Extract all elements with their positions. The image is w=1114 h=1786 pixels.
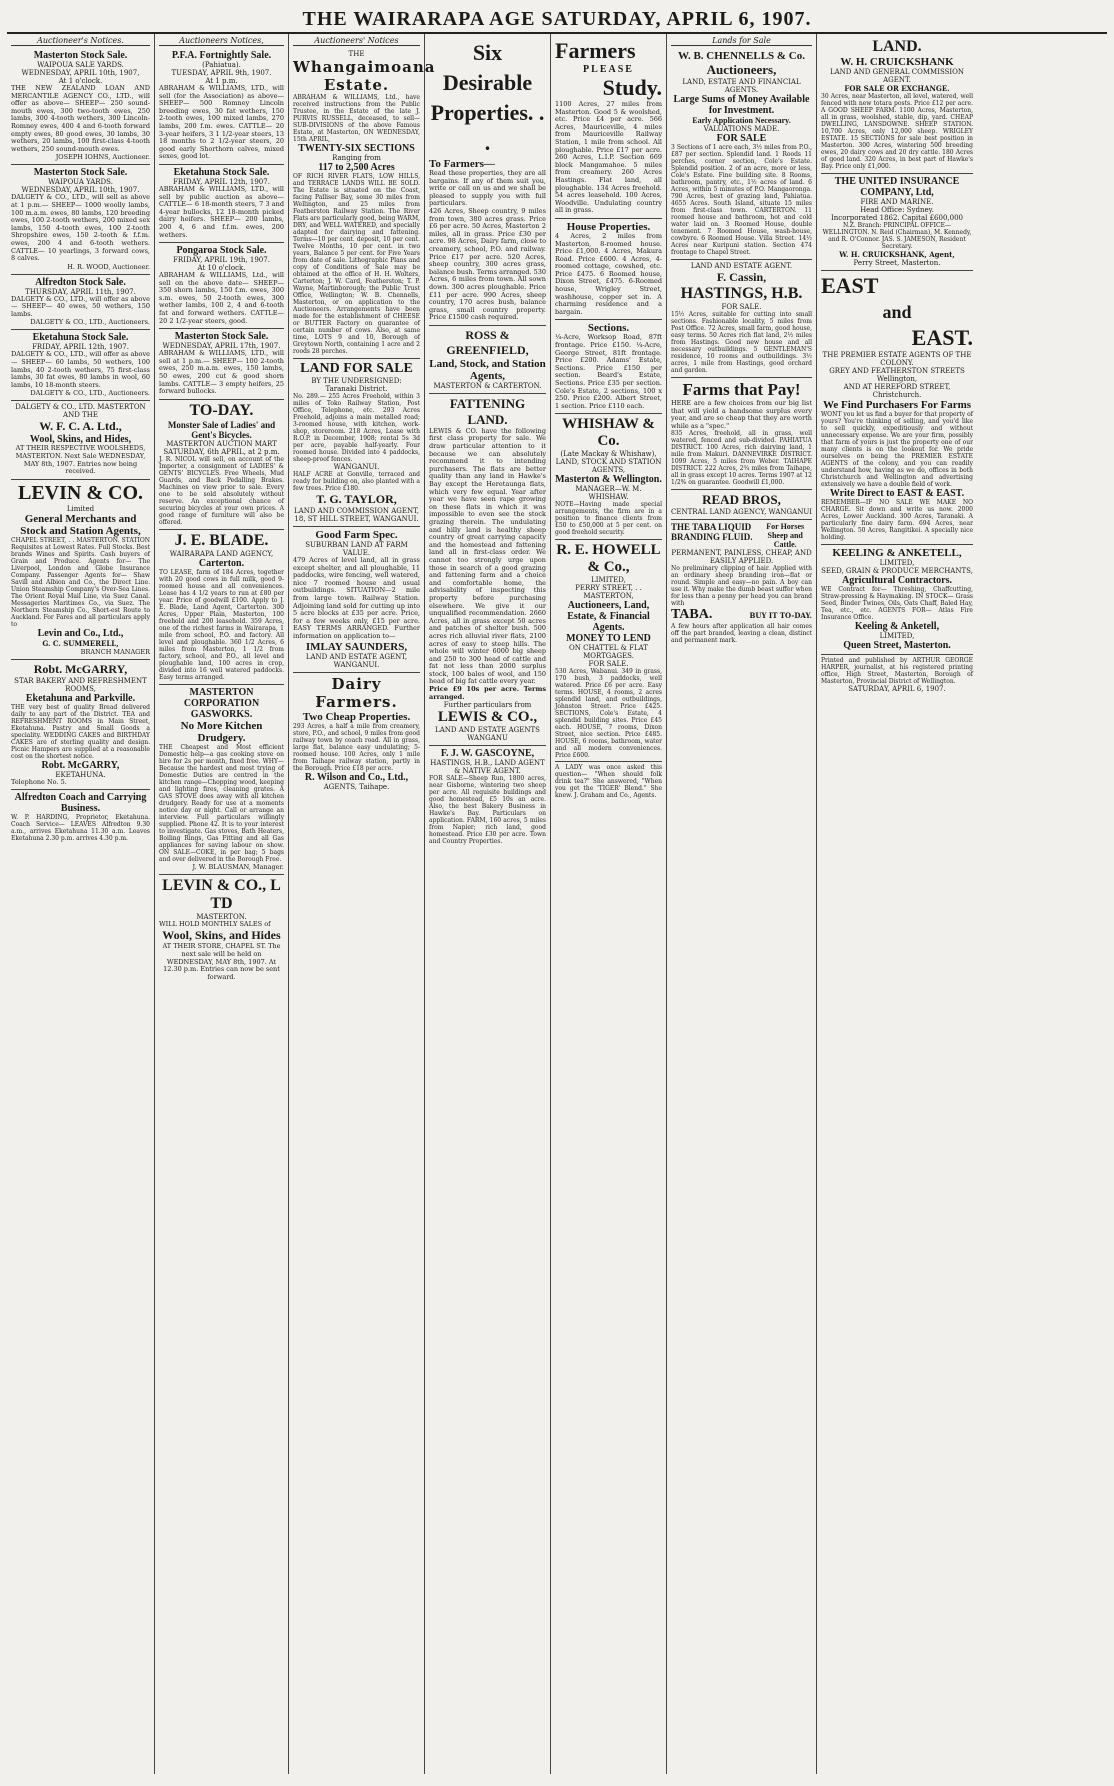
ad-body: ABRAHAM & WILLIAMS, Ltd., have received instructions from the Public Trustee, in the Estate of the late J. PURVIS RUSSELL, deceased, to sell— SUB-DIVISIONS of the above Famous Estate, at Masterton, ON WEDNESDAY, 15th APRIL,: [293, 94, 420, 143]
ad-house-properties: [555, 219, 662, 321]
ad-body: DALGETY & CO., LTD., will offer as above— SHEEP— 60 lambs, 50 wethers, 100 lambs, 40 2-tooth wethers, 75 first-class lambs, 30 fat ewes, 80 lambs in wool, 60 lambs, 10 18-month steers.: [11, 350, 150, 389]
ad-intro: Read these properties, they are all bargains. If any of them suit you, write or call on us and we shall be pleased to supply you with full particulars.: [429, 169, 546, 208]
ad-masterton-stock-sale-2: [11, 165, 150, 274]
ad-subtitle-3: AND AT HEREFORD STREET, Christchurch.: [843, 383, 951, 399]
ad-eketahuna-stock-sale: [11, 330, 150, 401]
ad-eketahuna-stock-sale-2: [159, 165, 284, 243]
column-1-heading: Auctioneer's Notices.: [11, 36, 150, 46]
ad-body: THE Cheapest and Most efficient Domestic help—a gas cooking stove on hire for 2s per month, fixed free. WHY—Because the hardest and most trying of Domestic Duties are centred in the kitchen range—Chopping wood, keeping and lighting fires, cleaning grates. A GAS STOVE does away with all kitchen drudgery. Ready for use at a moments notice day or night. Call or arrange an interview. Full particulars willingly supplied. Phone 42. It is to your interest to investigate. Gas stoves, Bath Heaters, Boiling Rings, Gas Fitting and all Gas appliances for saving labour on show. ON SALE—COKE, in per bag; 5 bags and over delivered in the Borough Free.: [159, 743, 284, 863]
column-2-heading: Auctioneers Notices,: [159, 36, 284, 46]
ad-time: At 1 o'clock.: [58, 77, 103, 85]
ad-title: Farms that Pay!: [682, 380, 801, 399]
ad-signature: IMLAY SAUNDERS,: [305, 640, 408, 653]
ad-east-and-east: [821, 271, 973, 545]
ad-body: No preliminary clipping of hair. Applied with an ordinary sheep branding iron—flat or round. Simple and easy—no pain. A boy can use it. Why make the dumb beast suffer when for less than a penny per head you can brand with: [671, 565, 812, 608]
ad-title: Masterton Stock Sale.: [174, 331, 269, 343]
ad-date: MASTERTON AUCTION MART SATURDAY, 6th APRIL, at 2 p.m.: [163, 439, 280, 456]
ad-gasworks: [159, 685, 284, 875]
ad-subtitle-2: SEED, GRAIN & PRODUCE MERCHANTS,: [821, 567, 973, 575]
ad-date: WEDNESDAY, APRIL 10th, 1907.: [21, 186, 140, 195]
ad-town: MASTERTON & CARTERTON.: [433, 381, 542, 390]
ad-title-east: EAST: [821, 273, 879, 298]
ad-alfredton-stock-sale: [11, 275, 150, 331]
ad-taba-branding: [671, 520, 812, 647]
ad-subtitle: (Pahiatua).: [202, 61, 241, 69]
ad-pretext: THE: [348, 50, 365, 58]
ad-town: MASTERTON.: [196, 912, 247, 921]
ad-body-2: HALF ACRE at Gonville, terraced and ready for building on, also planted with a few trees. Price £180.: [293, 471, 420, 492]
ad-body: ¼-Acre, Worksop Road, 87ft frontage. Price £150. ¼-Acre, George Street, 81ft frontage. Price £200. Adams' Estate, Sections. Price £150 per section. Beard's Estate, Sections. Price £35 per section. Cole's Estate, 2 sections, 100 x 250. Price £200. Albert Street, 1 section. Price £110 each.: [555, 333, 662, 410]
ad-subtitle: WAIPOUA SALE YARDS.: [37, 61, 124, 69]
masthead: [7, 6, 1107, 34]
ad-subtitle: Limited: [66, 504, 95, 513]
ad-body-2: REMEMBER—IF NO SALE WE MAKE NO CHARGE. Sit down and write us now. 2000 Acres, Lower Auckland. 300 Acres, Taranaki. A particularly fine dairy farm. 694 Acres, near Wellington. 50 Acres, Rangitikei. A specially nice holding.: [821, 499, 973, 541]
ad-signature-2: LIMITED,: [879, 632, 915, 640]
ad-title: LEVIN & CO.: [17, 481, 143, 504]
ad-heading-2: Early Application Necessary.: [692, 116, 791, 125]
ad-tagline: PERMANENT, PAINLESS, CHEAP, AND EASILY APPLIED.: [671, 549, 812, 566]
ad-subtitle: LAND AND GENERAL COMMISSION AGENT.: [829, 68, 965, 84]
ad-title: Robt. McGARRY,: [33, 661, 128, 676]
ad-signature: DALGETY & CO., LTD., Auctioneers.: [30, 389, 150, 398]
ad-subtitle: WAIRARAPA LAND AGENCY,: [169, 549, 274, 558]
ad-title: Masterton Stock Sale.: [33, 167, 128, 179]
ad-header-row: [671, 522, 812, 549]
ad-body: 3 Sections of 1 acre each, 3½ miles from P.O., £87 per section. Splendid land. 1 Roods 11 perches, corner section, Cole's Estate. Splendid position. 2 of an acre, more or less, Cole's Estate. Fine building site. 8 Rooms, bathroom, pantry, etc., 1½ acres of land. 6 Acres, within 5 minutes of P.O. Mangaoronga. 790 Acres, best of grazing land, Pahiatua. 4655 Acres. South Island, situate 15 miles from first-class town. CARTERTON. 11 roomed house and bathroom, hot and cold water laid on. 3 Roomed House, double tenement. 7 Roomed House, wash-house, cowbyre. 6 Roomed House. Villa Street. 14½ Acres near Kuripuni station. Section 474 frontage to Chapel Street.: [671, 144, 812, 256]
ad-title-and: and: [882, 302, 912, 322]
ad-signature-address: LAND AND ESTATE AGENT, WANGANUI.: [305, 652, 408, 669]
ad-pretext: LAND AND ESTATE AGENT.: [690, 262, 793, 270]
ad-buy: BUY IT TO-DAY.: [749, 610, 812, 620]
ad-date: WEDNESDAY, APRIL 17th, 1907.: [162, 342, 281, 351]
ad-title: HASTINGS, H.B.: [680, 285, 803, 302]
ad-masterton-stock-sale-3: [159, 329, 284, 400]
ad-body: 1100 Acres, 27 miles from Masterton. Good 5 & woolshed, etc. Price £4 per acre. 566 Acres, Mauriceville, 4 miles from Mauriceville Railway Station, 1 mile from school. All ploughable. Price £17 per acre. 260 Acres, L.I.P. Section 669 block Mangamahoe. 5 miles from creamery. 260 Acres Hastings. Flat land, all ploughable. 134 Acres freehold. 54 acres leasehold. 100 Acres, Woodville. Undulating country all in grass.: [555, 100, 662, 215]
ad-date: FRIDAY, APRIL 19th, 1907.: [173, 256, 270, 265]
ad-levin-co: [11, 480, 150, 660]
ad-head-office: Head Office: Sydney.: [860, 206, 934, 214]
ad-body: 426 Acres, Sheep country, 9 miles from town, 380 acres grass. Price £6 per acre. 50 Acres, Masterton 2 miles, all in grass. Price £30 per acre. 98 Acres, Dairy farm, close to creamery, school, P.O. and railway. Price £17 per acre. 520 Acres, sheep country, 300 acres grass, balance bush. Terms arranged. 530 Acres, 6 miles from town. All sown down. 300 acres ploughable. Price £11 per acre. 990 Acres, sheep country, 170 acres bush, balance grass, small country property. Price £1500 cash required.: [429, 206, 546, 322]
ad-land-for-sale-taylor: [293, 359, 420, 527]
ad-title: P.F.A. Fortnightly Sale.: [171, 50, 272, 61]
ad-subtitle: BY THE UNDERSIGNED:: [311, 377, 402, 385]
ad-title: READ BROS,: [702, 492, 781, 508]
ad-town: WANGANUI.: [333, 463, 380, 471]
ad-title: J. E. BLADE.: [174, 531, 269, 549]
ad-body: 4 Acres, 2 miles from Masterton, 8-roomed house. Price £1,000. 4 Acres, Makura Road. Price £600. 4 Acres, 4-roomed cottage, cowshed, etc. Price £475. 6 Roomed house, Dixon Street, £475. 6-Roomed house, Wrigley Street, washhouse, copper set in. A charming residence and a bargain.: [555, 231, 662, 316]
ad-title: Dairy Farmers.: [315, 674, 398, 711]
ad-body: 15½ Acres, suitable for cutting into small sections. Fashionable locality, 5 miles from Post Office. 72 Acres, small farm, good house, easy terms. 50 Acres rich flat land, 2½ miles from Hastings. Good new house and all necessary outbuildings. 5 GENTLEMAN'S residence, 10 rooms and outbuildings. 3½ acres, 1 mile from Hastings, good orchard and garden.: [671, 311, 812, 374]
ad-heading: Agricultural Contractors.: [842, 575, 952, 586]
ad-title: House Properties.: [566, 220, 651, 233]
ad-body: J. R. NICOL will sell, on account of the Importer, a consignment of LADIES' & GENTS' BICYCLES. Free Wheels, Mud Guards, and Back Pedalling Brakes. Machines on view prior to sale. Every one to be sold absolutely without reserve. An exceptional chance of securing bicycles at your own prices. A good range of furniture will also be offered.: [159, 455, 284, 526]
ad-signature: Keeling & Anketell,: [854, 621, 940, 632]
ad-study: Study.: [602, 75, 662, 100]
ad-date: FRIDAY, APRIL 12th, 1907.: [173, 177, 270, 186]
column-4: [425, 34, 551, 1774]
ad-signature: R. Wilson and Co., Ltd.,: [304, 771, 409, 783]
ad-body-2: OF RICH RIVER FLATS, LOW HILLS, and TERRACE LANDS WILL BE SOLD. The Estate is situated on the Coast, facing Palliser Bay, some 30 miles from Wellington, and 25 miles from Featherston Railway Station. The River Flats are particularly good, being WARM, DRY, and WELL WATERED, and specially adapted for dairying and fattening. Terms—10 per cent. deposit, 10 per cent. Twelve Months, 10 per cent. in two years, Balance 5 per cent. for Five Years from date of sale. Lithographic Plans and copy of Conditions of Sale may be obtained at the office of H. H. Wolters, Carterton; J. W. Card, Featherston; T. P. Wayne, Martinborough; the Public Trust Office, Wellington; W. B. Chennells, Masterton, or on application to the Auctioneers. Arrangements have been made for the establishment of CHEESE or BUTTER Factory on guarantee of certain number of cows. Also, at same time, LOTS 9 and 10, Borough of Greytown North, containing 1 acre and 2 roods 28 perches.: [293, 173, 420, 355]
column-3: [289, 34, 436, 1774]
ad-title: Pongaroa Stock Sale.: [176, 245, 267, 257]
ad-intro: HERE are a few choices from our big list that will yield a handsome surplus every year, and are so cheap that they are worth while as a "spec.": [671, 399, 812, 430]
ad-title: Good Farm Spec.: [315, 529, 398, 541]
ad-dalgety-wool: [11, 401, 150, 479]
ad-sections: [555, 320, 662, 414]
ad-subtitle: LIMITED,: [591, 576, 626, 585]
ad-heading: No More Kitchen Drudgery.: [180, 719, 263, 744]
ad-gascoyne: [429, 746, 546, 848]
ad-body: 30 Acres, near Masterton, all level, watered, well fenced with new totara posts. Price £12 per acre. A GOOD SHEEP FARM. 1100 Acres, Masterton, all in grass, woolshed, stable, dip, yard. CHEAP DWELLING, LANSDOWNE. SHEEP STATION. 10,700 Acres, only 12,000 sheep. WRIGLEY ESTATE. 15 SECTIONS for sale best position in Masterton. 300 Acres, wintering 500 breeding ewes, 20 dairy cows and 20 dry cattle. 180 Acres of good land. 320 Acres, in best part of Hawke's Bay. Price only £1,000.: [821, 93, 973, 170]
ad-heading: Eketahuna and Parkville.: [25, 692, 136, 704]
ad-signature: T. G. TAYLOR,: [316, 492, 397, 506]
ad-je-blade: [159, 530, 284, 685]
ad-signature-address: AGENTS, Taihape.: [323, 782, 390, 791]
ad-title: Eketahuna Stock Sale.: [32, 332, 129, 344]
ad-heading: TWENTY-SIX SECTIONS: [298, 143, 415, 154]
ad-brand-row: [671, 607, 812, 623]
ad-ross-greenfield: [429, 326, 546, 394]
ad-body: CHAPEL STREET, . . MASTERTON. STATION Requisites at Lowest Rates. Full Stocks. Best brands Wines and Spirits. Cash buyers of Grain and Produce. Agents for— The Liverpool, London and Globe Insurance Company. Passenger Agents for— Shaw Savill and Albion and Co., the Direct Line. Union Steamship Company's Over-Sea Lines. The Orient Royal Mail Line, via Suez Canal. Messageries Maritimes Co., via Suez. The Northern Steamship Co., Short-est Route to Auckland. For Fares and all particulars apply to: [11, 536, 150, 628]
ad-body: DALGETY & CO., LTD., will offer as above— SHEEP— 40 ewes, 50 wethers, 150 lambs.: [11, 294, 150, 318]
ad-title: LEVIN & CO., L TD: [162, 876, 281, 912]
ad-united-insurance: [821, 174, 973, 271]
ad-signature-role: BRANCH MANAGER: [80, 647, 150, 656]
ad-title: Eketahuna Stock Sale.: [173, 166, 270, 178]
ad-body: DALGETY & CO., LTD., will sell as above at 1 p.m.— SHEEP— 1000 woolly lambs, 100 m.a.m. ewes, 80 lambs, 120 breeding ewes, 100 2-tooth wethers, 200 mixed sex lambs, 150 4-tooth ewes, 100 2-tooth Shropshire ewes, 150 2-tooth & f.f.m. ewes, 200 4 and 6-tooth wethers. CATTLE— 10 yearlings, 3 forward cows, 8 calves.: [11, 193, 150, 263]
ad-cruickshank-land: [821, 36, 973, 174]
ad-name: W. H. CRUICKSHANK: [840, 56, 954, 68]
columns: [7, 34, 1107, 1774]
ad-heading: We Find Purchasers For Farms: [822, 399, 972, 411]
ad-title-east-2: EAST.: [911, 325, 973, 350]
column-2: [155, 34, 289, 1774]
ad-title: MASTERTON CORPORATION GASWORKS.: [183, 686, 260, 720]
ad-title: TO-DAY.: [189, 401, 254, 419]
ad-manager: MANAGER—W. M. WHISHAW.: [575, 485, 642, 502]
ad-body: FOR SALE—Sheep Run, 1800 acres, near Gisborne, wintering two sheep per acre. All requisite buildings and good homestead, £5 10s an acre. Also, the best Bakery Business in Hawke's Bay. Particulars on application. FARM, 160 acres, 5 miles from Napier; rich land, good homestead. Price £30 per acre. Town and Country Properties.: [429, 775, 546, 846]
ad-title: Farmers: [555, 38, 636, 63]
column-3-heading: Auctioneers' Notices: [293, 36, 420, 46]
ad-title: W. B. CHENNELLS & Co.: [677, 50, 806, 62]
ad-signature: W. H. CRUICKSHANK, Agent,: [839, 250, 955, 259]
ad-body: WILL HOLD MONTHLY SALES of: [159, 919, 271, 928]
ad-footer: A LADY was once asked this question— "When should folk drink tea?" She answered, "When you get the 'TIGER' Blend." She knew. J. Graham and Co., Agents.: [555, 761, 662, 799]
ad-body: ABRAHAM & WILLIAMS, LTD., will sell (for the Association) as above— SHEEP— 500 Romney Lincoln breeding ewes, 30 fat wethers, 150 2-tooth ewes, 100 mixed lambs, 270 lambs, 200 f.m. ewes. CATTLE— 20 3-year heifers, 3 1 1/2-year steers, 13 18 months to 2 1/2-year steers, 20 good early Shorthorn calves, mixed sexes, good lot.: [159, 84, 284, 161]
ad-range: 117 to 2,500 Acres: [318, 162, 395, 173]
ad-town: Carterton.: [198, 557, 245, 569]
imprint-date: SATURDAY, APRIL 6, 1907.: [848, 685, 946, 693]
ad-title: Whangaimoana Estate.: [293, 58, 436, 94]
ad-body: ABRAHAM & WILLIAMS, LTD., will sell by public auction as above— CATTLE— 6 18-month steers, 7 3 and 4-year bullocks, 12 18-month picked dairy heifers. SHEEP— 200 lambs, 200 4, 6 and f.f.m. ewes, 200 wethers.: [159, 184, 284, 239]
ad-title: Masterton Stock Sale.: [33, 50, 128, 61]
ad-signature: DALGETY & CO., LTD., Auctioneers.: [30, 318, 150, 327]
ad-masterton-stock-sale-1: [11, 48, 150, 165]
ad-body: TO LEASE, farm of 184 Acres, together with 20 good cows in full milk, good 9-roomed house and all conveniences. Lease has 4 1/2 years to run at £80 per year. Price of goodwill £100. Apply to J. E. Blade, Land Agent, Carterton. 300 Acres, Upper Plain, Masterton, 100 freehold and 200 leasehold. 359 Acres, one of the richest farms in Wairarapa, 1 mile from school, P.O. and factory. All level and ploughable. 360 1/2 Acres, 6 miles from Masterton, 1 1/2 from factory, school, and P.O., all level and ploughable land, 100 acres in crop, divided into 16 well watered paddocks. Easy terms arranged.: [159, 568, 284, 681]
ad-body: 835 Acres, freehold, all in grass, well watered, fenced and sub-divided. PAHIATUA DISTRICT. 100 Acres, rich dairying land, 1 mile from Makuri. DANNEVIRKE DISTRICT. 1099 Acres, 5 miles from Weber. TAIHAPE DISTRICT. 222 Acres, 2¾ miles from Taihape, all in grass except 10 acres. Terms 1907 at 12 1/2% on guarantee. Goodwill £1,000.: [671, 430, 812, 487]
ad-fattening-land: [429, 394, 546, 746]
ad-title: Sections.: [587, 322, 630, 335]
column-1: [7, 34, 155, 1774]
ad-signature: H. R. WOOD, Auctioneer.: [67, 262, 150, 271]
ad-for-sale: FOR SALE.: [721, 303, 762, 311]
ad-heading: Monster Sale of Ladies' and Gent's Bicycles.: [167, 419, 276, 440]
ad-title: KEELING & ANKETELL,: [832, 547, 962, 559]
ad-write: Write Direct to EAST & EAST.: [829, 488, 965, 499]
column-6: [667, 34, 817, 1774]
ad-pfa-fortnightly-sale: [159, 48, 284, 165]
ad-title: R. E. HOWELL & Co.,: [556, 542, 661, 576]
ad-valuations: VALUATIONS MADE.: [703, 125, 780, 133]
ad-heading: General Merchants and Stock and Station Agents,: [20, 512, 141, 537]
ad-for-sale: FOR SALE: [716, 133, 767, 144]
ad-title: WHISHAW & Co.: [562, 416, 655, 450]
ad-signature: J. W. BLAUSMAN, Manager.: [192, 862, 284, 871]
ad-name: F. Cassin,: [716, 270, 767, 284]
ad-signature-town: EKETAHUNA.: [55, 770, 106, 779]
ad-heading: Auctioneers, Land, Estate, & Financial Agents.: [567, 600, 650, 634]
ad-whishaw: [555, 414, 662, 540]
ad-dairy-farmers: [293, 673, 420, 794]
ad-good-farm-spec: [293, 527, 420, 673]
ad-levin-wool: [159, 875, 284, 985]
ad-subtitle: LIMITED,: [879, 559, 915, 567]
ad-title: THE UNITED INSURANCE COMPANY, Ltd,: [834, 176, 960, 198]
ad-title: F. J. W. GASCOYNE,: [440, 748, 535, 760]
ad-bicycle-sale: [159, 400, 284, 530]
ad-time: At 10 o'clock.: [197, 264, 246, 273]
ad-signature-address: LAND AND ESTATE AGENTS WANGANU: [435, 726, 540, 743]
ad-body: ABRAHAM & WILLIAMS, LTD., will sell at 1 p.m.— SHEEP— 100 2-tooth ewes, 250 m.a.m. ewes, 150 lambs, 50 ewes, 200 cut & good shorn lambs. CATTLE— 3 empty heifers, 25 forward bullocks.: [159, 349, 284, 396]
ad-heading: Wool, Skins, and Hides,: [29, 434, 132, 446]
ad-title: Alfredton Coach and Carrying Business.: [14, 792, 147, 815]
ad-subtitle: WAIPOUA YARDS.: [48, 178, 113, 187]
ad-subtitle: THE PREMIER ESTATE AGENTS OF THE COLONY.: [822, 351, 972, 367]
ad-cassin-hastings: [671, 260, 812, 378]
ad-subtitle: FIRE AND MARINE.: [860, 198, 934, 206]
ad-for-sale: FOR SALE.: [588, 660, 629, 669]
ad-date: WEDNESDAY, APRIL 10th, 1907,: [21, 69, 140, 77]
ad-range-label: Ranging from: [332, 154, 381, 162]
ad-mcgarry-bakery: [11, 660, 150, 791]
ad-subtitle: STAR BAKERY AND REFRESHMENT ROOMS,: [14, 676, 147, 693]
ad-please: PLEASE: [583, 64, 634, 75]
ad-pongaroa-stock-sale: [159, 243, 284, 329]
ad-title: Alfredton Stock Sale.: [35, 276, 126, 288]
ad-address: PERRY STREET, . . MASTERTON,: [575, 584, 642, 601]
ad-body: W. P. HARDING, Proprietor, Eketahuna. Coach Service— LEAVES Alfredton 9.30 a.m., arrives Eketahuna 11.30 a.m. Leaves Eketahuna 2.30 p.m. arrives 4.30 p.m.: [11, 814, 150, 843]
ad-body: LEWIS & CO. have the following first class property for sale. We draw particular attention to it because we can absolutely recommend it to intending purchasers. The flats are better quality than any land in Hawke's Bay except the Heretaunga flats, which very few equal. Year after year we have seen rape growing on these flats in which it was impossible to even see the stock grazing therein. The undulating and hilly land is healthy sheep country of great carrying capacity and the homestead and fattening land all in first-class order. We cannot too strongly urge upon those in search of a good grazing and fattening farm and a choice and comfortable home, the advisability of inspecting this property before purchasing elsewhere. We give it our unqualified recommendation. 2660 Acres, all in grass except 50 acres and patches of shelter bush. 500 acres rich alluvial river flats, 2100 acres of easy to steep hills. The whole will winter 6000 big sheep and 250 to 300 head of cattle and fat not less than 2000 surplus stock, 100 bales of wool, and 150 head of big fat cattle every year.: [429, 426, 546, 686]
ad-date: FRIDAY, APRIL 12th, 1907.: [32, 343, 129, 352]
ad-money-2: ON CHATTEL & FLAT MORTGAGES.: [569, 644, 648, 661]
ad-signature: JOSEPH IOHNS, Auctioneer.: [55, 153, 150, 162]
ad-signature-address: Perry Street, Masterton.: [853, 259, 941, 267]
column-6-heading: Lands for Sale: [671, 36, 812, 46]
ad-signature: LEWIS & CO.,: [437, 709, 538, 726]
ad-title: LAND FOR SALE: [300, 361, 413, 376]
imprint: [821, 655, 973, 696]
ad-farms-that-pay: [671, 378, 812, 490]
ad-body: WONT you let us find a buyer for that property of yours? You're thinking of selling, and you'd like to sell quickly, expeditiously and without unnecessary expense. We are your firm, possibly that farm of yours is just the property one of our many clients is on the lookout for. We pride ourselves on being the PREMIER ESTATE AGENTS of the colony, and you can readily understand how, having as we do, offices in both Christchurch and Wellington and advertising extensively we have a double field of work.: [821, 411, 973, 488]
column-5: [551, 34, 667, 1774]
ad-subtitle-2: LAND, ESTATE AND FINANCIAL AGENTS.: [682, 78, 801, 94]
ad-side: For Horses Sheep and Cattle.: [766, 522, 805, 550]
ad-more: Further particulars from: [443, 701, 532, 710]
ad-heading: Land, Stock, and Station Agents,: [429, 357, 546, 382]
ad-district: Taranaki District.: [325, 385, 388, 393]
ad-whangaimoana-estate: [293, 48, 436, 359]
ad-signature-name: G. C. SUMMERELL,: [42, 638, 119, 648]
ad-howell: [555, 540, 662, 802]
masthead-title: THE WAIRARAPA AGE SATURDAY, APRIL 6, 1907.: [302, 7, 812, 30]
ad-heading: Large Sums of Money Available for Investment.: [673, 94, 810, 116]
ad-title: ROSS & GREENFIELD,: [446, 327, 529, 357]
ad-body: 530 Acres, Wabanui. 349 in grass, 170 bush, 3 paddocks, well watered. Price £6 per acre. Easy terms. HOUSE, 4 rooms, 2 acres splendid land, and outbuildings, Johnston Street. Price £425. SECTIONS, Cole's Estate, 4 splendid building sites. Price £45 each. HOUSE, 7 rooms, Dixon Street, nice section. Price £485. HOUSE, 6 rooms, bathroom, water and all modern conveniences. Price £600.: [555, 668, 662, 760]
ad-subtitle: SUBURBAN LAND AT FARM VALUE.: [305, 541, 408, 557]
ad-telephone: Telephone No. 5.: [11, 777, 67, 786]
ad-keeling-anketell: [821, 545, 973, 655]
ad-body: 293 Acres, a half a mile from creamery, store, P.O., and school, 9 miles from good railway town by coach road. All in grass, large flat, balance easy undulating; 5-roomed house. 100 Acres, only 1 mile from Taihape railway station, partly in the Borough. Price £18 per acre.: [293, 722, 420, 772]
ad-chennells: [671, 48, 812, 260]
ad-title: LAND.: [872, 38, 922, 55]
ad-subtitle: (Late Mackay & Whishaw),: [560, 450, 657, 459]
ad-price: Price £9 10s per acre. Terms arranged.: [429, 685, 546, 701]
ad-note: NOTE—Having made special arrangements, the firm are in a position to finance clients from £50 to £50,000 at 5 per cent. on good freehold security.: [555, 501, 662, 537]
ad-subtitle: HASTINGS, H.B., LAND AGENT & NATIVE AGENT.: [430, 759, 545, 776]
ad-body: N.Z. Branch: PRINCIPAL OFFICE—WELLINGTON. N. Reid (Chairman), M. Kennedy, and R. O'Connor. JAS. S. JAMESON, Resident Secretary.: [822, 222, 972, 250]
ad-read-bros: [671, 490, 812, 520]
ad-body: WE Contract for— Threshing, Chaffcutting, Straw-pressing & Haymaking. IN STOCK— Grass Seed, Binder Twines, Oils, Oats Chaff, Baled Hay, Tea, etc., etc. AGENTS FOR— Atlas Fire Insurance Office.: [821, 586, 973, 621]
ad-signature-3: Queen Street, Masterton.: [843, 640, 951, 651]
ad-title: W. F. C. A. Ltd.,: [39, 419, 122, 434]
ad-heading: LAND, STOCK AND STATION AGENTS,: [555, 458, 662, 475]
ad-money: MONEY TO LEND: [566, 633, 651, 645]
ad-signature: Robt. McGARRY,: [41, 759, 120, 771]
ad-body: 479 Acres of level land, all in grass except shelter, and all ploughable, 11 paddocks, wire fencing, well watered, nice 7 roomed house and usual outbuildings. SITUATION—2 mile from large town. Railway Station. Adjoining land sold for cutting up into 5 acre blocks at £35 per acre. Price, for a few weeks only, £15 per acre. EASY TERMS ARRANGED. Further information on application to—: [293, 556, 420, 640]
ad-signature: Levin and Co., Ltd.,: [37, 627, 124, 639]
ad-body: AT THEIR RESPECTIVE WOOLSHEDS, MASTERTON. Next Sale WEDNESDAY, MAY 8th, 1907. Entries now being received.: [15, 444, 146, 476]
ad-body-2: AT THEIR STORE, CHAPEL ST. The next sale will be held on WEDNESDAY, MAY 8th, 1907. At 12.30 p.m. Entries can now be sent forward.: [162, 942, 281, 981]
ad-alfredton-coach: [11, 790, 150, 845]
ad-heading: Wool, Skins, and Hides: [162, 928, 281, 943]
ad-date: THURSDAY, APRIL 11th, 1907.: [25, 287, 136, 296]
ad-signature-address: LAND AND COMMISSION AGENT, 18, ST HILL STREET, WANGANUI.: [294, 507, 419, 523]
ad-subtitle-2: GREY AND FEATHERSTON STREETS Wellington,: [829, 367, 965, 383]
ad-body: THE very best of quality Bread delivered daily to any part of the District. TEA and REFRESHMENT ROOMS in Main Street, Eketahuna. Pastry and Small Goods a speciality. WEDDING CAKES and BIRTHDAY CAKES are of sterling quality and design. Picnic Hampers are supplied at a reasonable cost on the shortest notice.: [11, 703, 150, 760]
ad-incorporated: Incorporated 1862. Capital £600,000: [831, 214, 963, 222]
ad-brand: TABA.: [671, 607, 713, 623]
ad-title: Six Desirable Properties. . .: [430, 40, 545, 155]
newspaper-page: [7, 6, 1107, 1774]
column-7: [817, 34, 977, 1774]
ad-farmers-please-study: [555, 36, 662, 219]
ad-title: FATTENING LAND.: [449, 395, 526, 427]
ad-date: TUESDAY, APRIL 9th, 1907.: [171, 69, 272, 77]
ad-subtitle: CENTRAL LAND AGENCY, WANGANUI: [671, 508, 812, 517]
ad-subtitle: Auctioneers,: [706, 62, 777, 77]
ad-time: At 1 p.m.: [205, 77, 238, 85]
ad-body: THE NEW ZEALAND LOAN AND MERCANTILE AGENCY CO., LTD., will offer as above— SHEEP— 250 sound-mouth ewes, 300 two-tooth ewes, 250 lambs, 300 4-tooth wethers, 300 Lincoln-Romney ewes, 400 4 and 6-tooth forward empty ewes, 80 good ewes, 30 lambs, 30 wethers, 20 lambs, 100 first-class 4-tooth wethers, 250 sound-mouth ewes.: [11, 84, 150, 153]
ad-heading: To Farmers—: [429, 158, 495, 170]
ad-pretext: DALGETY & CO., LTD. MASTERTON AND THE: [15, 403, 146, 420]
ad-six-desirable-properties: [429, 36, 546, 326]
imprint-text: Printed and published by ARTHUR GEORGE HARPER, journalist, at his registered printing office, High Street, Masterton, Borough of Masterton, Provincial District of Wellington.: [821, 657, 973, 685]
ad-town: Masterton & Wellington.: [555, 474, 662, 486]
ad-footer: A few hours after application all hair comes off the part branded, leaving a clean, distinct and permanent mark.: [671, 623, 812, 645]
ad-title: THE TABA LIQUID BRANDING FLUID.: [671, 522, 753, 543]
ad-body: No. 289.— 255 Acres Freehold, within 3 miles of Toko Railway Station, Post Office, Telephone, etc. 293 Acres Freehold, adjoins a main metalled road; 3-roomed house, with kitchen, work-shop, storeroom. 218 Acres, Lease with R.O.P. in December, 1908; rental 5s 3d per acre, payable half-yearly. Four roomed house. Divided into 4 paddocks, sheep-proof fences.: [293, 393, 420, 463]
ad-heading: Two Cheap Properties.: [302, 710, 411, 723]
ad-for-sale: FOR SALE OR EXCHANGE.: [844, 84, 950, 93]
ad-body: ABRAHAM & WILLIAMS, Ltd., will sell on the above date— SHEEP— 350 shorn lambs, 150 f.m. ewes, 300 s.m. ewes, 50 2-tooth ewes, 300 wether lambs, 100 2, 4 and 6-tooth fat and forward wethers. CATTLE— 20 2 1/2-year steers, good.: [159, 271, 284, 325]
